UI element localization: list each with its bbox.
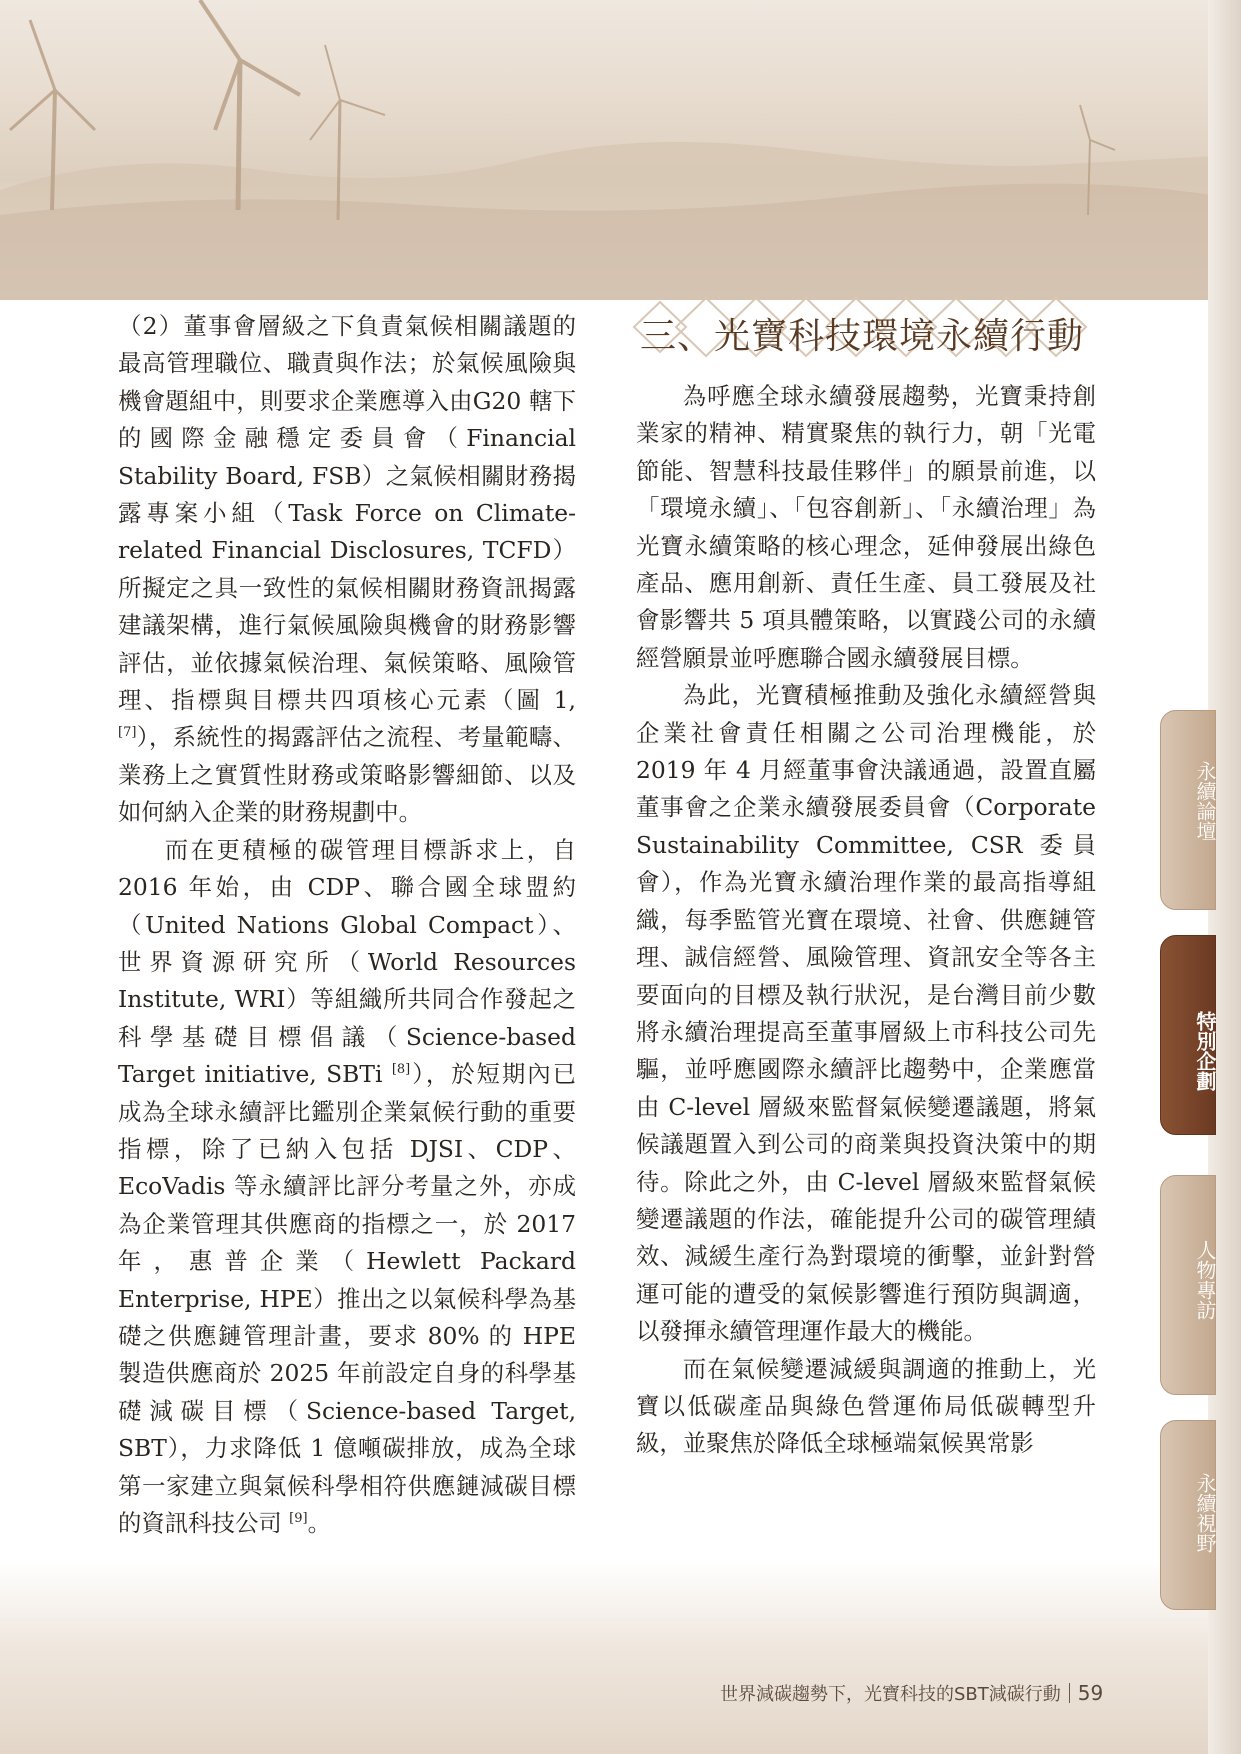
header-banner-image xyxy=(0,0,1241,300)
page-footer xyxy=(720,1680,1160,1714)
section-title: 三、光寶科技環境永續行動 xyxy=(640,316,1085,357)
left-text-column xyxy=(118,308,576,1542)
footer-separator xyxy=(1069,1683,1070,1703)
right-paragraph-3: 而在氣候變遷減緩與調適的推動上，光寶以低碳產品與綠色營運佈局低碳轉型升級，並聚焦於降低全球極端氣候異常影 xyxy=(636,1354,1096,1458)
right-paragraph-1: 為呼應全球永續發展趨勢，光寶秉持創業家的精神、精實聚焦的執行力，朝「光電節能、智慧科技最佳夥伴」的願景前進，以「環境永續」、「包容創新」、「永續治理」為光寶永續策略的核心理念，延伸發展出綠色產品、應用創新、責任生產、員工發展及社會影響共 5 項具體策略，以實踐公司的永續經營願景並呼應聯合國永續發展目標。 xyxy=(636,382,1096,672)
citation-9: [9] xyxy=(289,1511,308,1527)
section-heading xyxy=(620,290,1100,364)
page-number: 59 xyxy=(1077,1681,1104,1705)
left-paragraph-1: （2）董事會層級之下負責氣候相關議題的最高管理職位、職責與作法；於氣候風險與機會題組中，則要求企業應導入由G20 轄下的國際金融穩定委員會（Financial Stability Board, FSB）之氣候相關財務揭露專案小組（Task Force on Climate-related Financial Disclosures, TCFD）所擬定之具一致性的氣候相關財務資訊揭露建議架構，進行氣候風險與機會的財務影響評估，並依據氣候治理、氣候策略、風險管理、指標與目標共四項核心元素（圖 1, [7]），系統性的揭露評估之流程、考量範疇、業務上之實質性財務或策略影響細節、以及如何納入企業的財務規劃中。 xyxy=(118,312,576,827)
wind-turbines-illustration xyxy=(0,0,1241,300)
side-tab-label: 永續論壇 xyxy=(1193,761,1217,841)
side-tab-forum[interactable] xyxy=(1160,710,1216,910)
side-tab-label: 永續視野 xyxy=(1193,1473,1217,1553)
side-tab-vision[interactable] xyxy=(1160,1420,1216,1610)
side-tab-special-feature[interactable] xyxy=(1160,935,1216,1135)
side-tab-label: 特別企劃 xyxy=(1193,1011,1217,1091)
side-tab-interview[interactable] xyxy=(1160,1175,1216,1395)
footer-background-image xyxy=(0,1560,1241,1754)
citation-8: [8] xyxy=(391,1062,411,1078)
left-paragraph-2: 而在更積極的碳管理目標訴求上，自 2016 年始，由 CDP、聯合國全球盟約（United Nations Global Compact）、世界資源研究所（World Resources Institute, WRI）等組織所共同合作發起之科學基礎目標倡議（Science-based Target initiative, SBTi [8]），於短期內已成為全球永續評比鑑別企業氣候行動的重要指標，除了已納入包括 DJSI、CDP、EcoVadis 等永續評比評分考量之外，亦成為企業管理其供應商的指標之一，於 2017 年，惠普企業（Hewlett Packard Enterprise, HPE）推出之以氣候科學為基礎之供應鏈管理計畫，要求 80% 的 HPE 製造供應商於 2025 年前設定自身的科學基礎減碳目標（Science-based Target, SBT），力求降低 1 億噸碳排放，成為全球第一家建立與氣候科學相符供應鏈減碳目標的資訊科技公司 [9]。 xyxy=(118,835,576,1537)
right-text-column xyxy=(636,378,1096,1463)
right-paragraph-2: 為此，光寶積極推動及強化永續經營與企業社會責任相關之公司治理機能，於 2019 年 4 月經董事會決議通過，設置直屬董事會之企業永續發展委員會（Corporate Sustainability Committee, CSR 委員會），作為光寶永續治理作業的最高指導組織，每季監管光寶在環境、社會、供應鏈管理、誠信經營、風險管理、資訊安全等各主要面向的目標及執行狀況，是台灣目前少數將永續治理提高至董事層級上市科技公司先驅，並呼應國際永續評比趨勢中，企業應當由 C-level 層級來監督氣候變遷議題，將氣候議題置入到公司的商業與投資決策中的期待。除此之外，由 C-level 層級來監督氣候變遷議題的作法，確能提升公司的碳管理績效、減緩生產行為對環境的衝擊，並針對營運可能的遭受的氣候影響進行預防與調適，以發揮永續管理運作最大的機能。 xyxy=(636,681,1096,1346)
side-tab-label: 人物專訪 xyxy=(1193,1240,1217,1320)
citation-7: [7] xyxy=(118,725,137,741)
running-title: 世界減碳趨勢下，光寶科技的SBT減碳行動 xyxy=(720,1684,1061,1705)
